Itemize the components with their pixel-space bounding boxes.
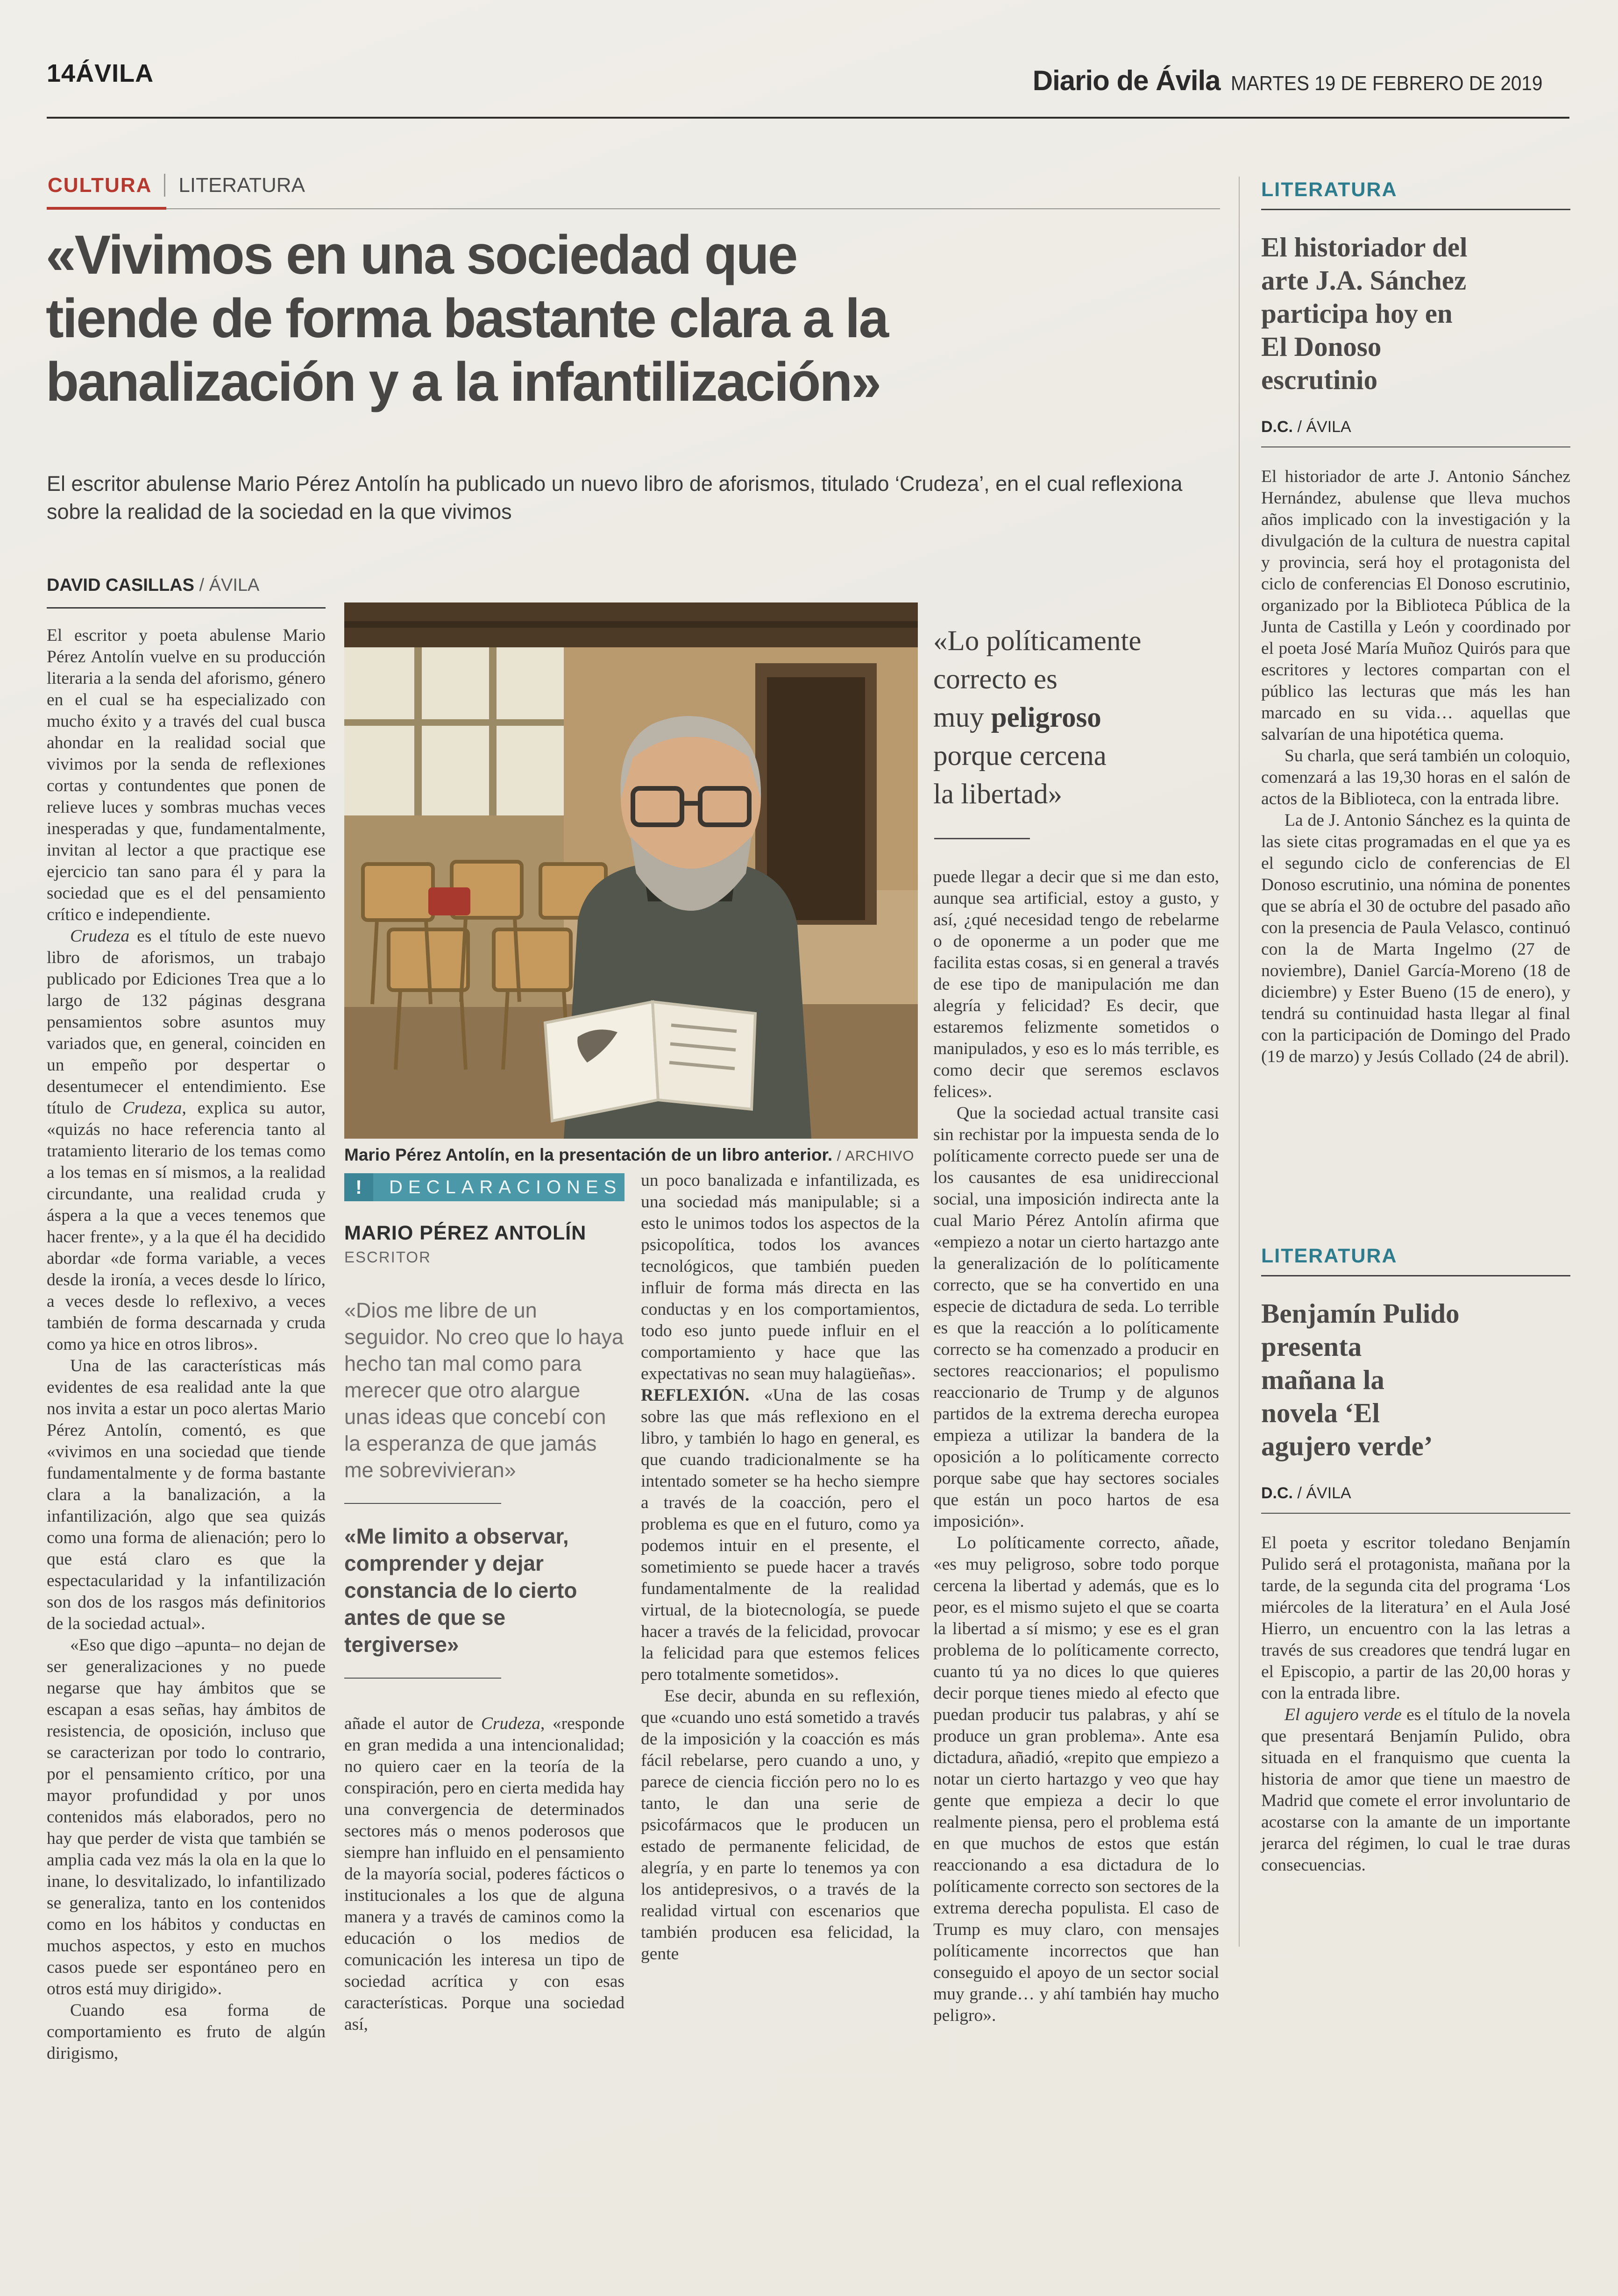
body-column-3 [641,1170,920,1965]
sidebar-2-body [1261,1532,1570,1876]
pull-quote: «Lo políticamente correcto es muy peligroso porque cercena la libertad» [933,625,1142,810]
subheadline: El escritor abulense Mario Pérez Antolín ha publicado un nuevo libro de aforismos, titulado ‘Crudeza’, en el cual reflexiona sobre la realidad de la sociedad en la que vivimos [47,472,1183,524]
paragraph: Su charla, que será también un coloquio, comenzará a las 19,30 horas en el salón de actos de la Biblioteca, con la entrada libre. [1261,746,1570,808]
paragraph: El agujero verde es el título de la novela que presentará Benjamín Pulido, obra situada en el franquismo que cuenta la historia de amor que tiene un maestro de Madrid que comete el error involuntario de acostarse con la amante de un importante jerarca del régimen, lo cual le trae duras consecuencias. [1261,1705,1570,1875]
body-column-2 [344,1713,624,2035]
declaration-quote-1: «Dios me libre de un seguidor. No creo que lo haya hecho tan mal como para merecer que otro alargue unas ideas que concebí con la esperanza de que jamás me sobrevivieran» [344,1298,624,1482]
sidebar-1-byline-rule [1261,446,1570,447]
paragraph: Una de las características más evidentes de esa realidad ante la que nos invita a estar un poco alertas Mario Pérez Antolín, comentó, es que «vivimos en una sociedad que tiende fundamentalmente y de forma bastante clara a la banalización, a la infantilización, algo que sea quizás como una forma de alienación; pero lo que está claro es que la espectacularidad y la infantilización son dos de los rasgos más definitorios de la sociedad actual». [47,1356,326,1633]
sidebar-divider [1239,177,1240,1947]
paragraph: Que la sociedad actual transite casi sin rechistar por la impuesta senda de lo políticamente correcto puede ser una de los causantes de esa unidireccional social, una imposición indirecta ante la cual Mario Pérez Antolín afirma que «empiezo a notar un cierto hartazgo ante la generalización de lo políticamente correcto, que se ha convertido en una especie de dictadura de seda. Lo terrible es que la reacción a lo políticamente correcto se ha comenzado a producir en sectores reaccionarios; el populismo reaccionario de Trump y de algunos partidos de la extrema derecha europea empieza a utilizar la bandera de la oposición a lo políticamente correcto porque sabe que hay sectores sociales que están un poco hartos de esa imposición». [933,1104,1219,1531]
sidebar-2-byline-rule [1261,1513,1570,1514]
body-column-4-text [933,866,1219,2027]
photo-credit: / ARCHIVO [832,1148,915,1164]
header-rule [47,117,1569,119]
paragraph: El historiador de arte J. Antonio Sánchez Hernández, abulense que lleva muchos años implicado con la investigación y la divulgación de la cultura de nuestra capital y provincia, será hoy el protagonista del ciclo de conferencias El Donoso escrutinio, organizado por la Biblioteca Pública de la Junta de Castilla y León y coordinado por el poeta José María Muñoz Quirós para que escritores y lectores compartan con el público las lecturas que más les han marcado en su vida… aquellas que salvarían de una hipotética quema. [1261,467,1570,744]
edition-date: MARTES 19 DE FEBRERO DE 2019 [1230,72,1542,95]
pull-quote-rule [934,838,1030,839]
article-photo [344,602,918,1139]
kicker-rule-accent [47,207,166,210]
byline-rule [47,607,326,609]
paragraph: Lo políticamente correcto, añade, «es muy peligroso, sobre todo porque cercena la libertad y además, que es lo peor, es el mismo sujeto el que se coarta la libertad a sí mismo; y ese es el gran problema de lo políticamente correcto, cuanto tú ya no dices lo que quieres decir porque tienes miedo al efecto que puedan producir tus palabras, y ahí se produce un gran problema». Ante esa dictadura, añadió, «repito que empiezo a notar un cierto hartazgo y veo que hay gente que empieza a decir lo que realmente piensa, pero el problema está en que muchos de estos que están reaccionando a esa dictadura de lo políticamente correcto son sectores de la extrema derecha populista. El caso de Trump es muy claro, con mensajes políticamente incorrectos que han conseguido el apoyo de un sector social muy grande… y ahí también hay mucho peligro». [933,1533,1219,2025]
paragraph: puede llegar a decir que si me dan esto, aunque sea artificial, estoy a gusto, y así, ¿qué necesidad tengo de rebelarme o de oponerme a un poder que me facilita estas cosas, si en general a través de ese tipo de manipulación me dan alegría y felicidad? Es decir, que estaremos felizmente sometidos o manipulados, y eso es lo más terrible, es como decir que seremos esclavos felices». [933,867,1219,1101]
kicker-section: CULTURA [48,174,152,197]
page-section-label: ÁVILA [76,59,154,87]
page-number-section [47,59,154,88]
paragraph: El escritor y poeta abulense Mario Pérez Antolín vuelve en su producción literaria a la senda del aforismo, género en el cual se ha especializado con mucho éxito y a través del cual busca ahondar en la realidad social que vivimos por la senda de reflexiones cortas y contundentes que ponen de relieve luces y sombras muchas veces inesperadas y que, fundamentalmente, invitan al lector a que practique ese ejercicio tan sano para él y para la sociedad que es el del pensamiento crítico e independiente. [47,626,326,924]
sidebar-article-1 [1261,178,1570,1068]
paragraph: Crudeza es el título de este nuevo libro de aforismos, un trabajo publicado por Ediciones Trea que a lo largo de 132 páginas desgrana pensamientos sobre asuntos muy variados que, en general, coinciden en un empeño por despertar o desentumecer el entendimiento. Ese título de Crudeza, explica su autor, «quizás no hace referencia tanto al tratamiento literario de los temas como a los temas en sí mismos, a la realidad circundante, una realidad cruda y áspera a la que a veces tenemos que hacer frente», y a la que él ha decidido abordar «de forma variable, a veces desde la ironía, a veces desde lo lírico, a veces desde lo reflexivo, a veces también de forma descarnada y cruda como ya hice en otros libros». [47,927,326,1354]
sidebar-2-byline-author: D.C. [1261,1484,1293,1502]
byline-author: DAVID CASILLAS [47,575,194,595]
quote-divider-2 [344,1678,501,1679]
kicker-subsection: LITERATURA [164,174,305,197]
sidebar-2-title: Benjamín Pulido presenta mañana la novela ‘El agujero verde’ [1261,1298,1460,1461]
section-kicker [48,174,305,197]
sidebar-1-byline [1261,418,1570,436]
sidebar-2-kicker-rule [1261,1275,1570,1276]
sidebar-1-byline-author: D.C. [1261,418,1293,436]
declarations-label: DECLARACIONES [389,1176,622,1198]
declarations-column [344,1173,624,2035]
paragraph: un poco banalizada e infantilizada, es una sociedad más manipulable; si a esto le unimos todos los aspectos de la psicopolítica, todos los avances tecnológicos, que también pueden influir de forma más directa en las conductas y en los comportamientos, todo eso junto puede influir en el comportamiento y hace que las expectativas no sean muy halagüeñas». [641,1171,920,1383]
photo-illustration [344,602,918,1139]
sidebar-1-kicker-rule [1261,209,1570,210]
paragraph: Ese decir, abunda en su reflexión, que «cuando uno está sometido a través de la imposición y la coacción es más fácil rebelarse, pero cuando a uno, y parece de ciencia ficción pero no lo es tanto, le dan una serie de psicofármacos que le producen un estado de permanente felicidad, de alegría, y en parte lo tenemos ya con los antidepresivos, o a través de la realidad virtual con escenarios que también producen esa felicidad, la gente [641,1687,920,1963]
sidebar-2-kicker: LITERATURA [1261,1245,1398,1267]
paragraph: Cuando esa forma de comportamiento es fruto de algún dirigismo, [47,2001,326,2063]
paragraph: «Eso que digo –apunta– no dejan de ser generalizaciones y no puede negarse que hay ámbitos que se escapan a esas señas, hay ámbitos de resistencia, de oposición, incluso que se caracterizan por todo lo contrario, por el pensamiento crítico, por una mayor profundidad y por unos contenidos más elaborados, pero no hay que perder de vista que también se amplia cada vez más la ola en la que lo inane, lo desvitalizado, lo infantilizado se generaliza, tanto en los contenidos como en los hábitos y conductas en muchos aspectos, y esto en muchos casos puede ser espontáneo pero en otros está muy dirigido». [47,1636,326,1998]
paragraph: añade el autor de Crudeza, «responde en gran medida a una intencionalidad; no quiero caer en la teoría de la conspiración, pero en cierta medida hay una convergencia de determinados sectores más o menos poderosos que siempre han influido en el pensamiento de la mayoría social, poderes fácticos o institucionales a los que de alguna manera y a través de caminos como la educación o los medios de comunicación les interesa un tipo de sociedad acrítica y con esas características. Porque una sociedad así, [344,1714,624,2034]
window-area [344,647,564,815]
declaration-quote-2: «Me limito a observar, comprender y dejar constancia de lo cierto antes de que se tergiverse» [344,1524,577,1657]
sidebar-2-byline-location: / ÁVILA [1293,1484,1351,1502]
sidebar-1-body [1261,466,1570,1068]
masthead [1033,64,1569,97]
newspaper-name: Diario de Ávila [1032,65,1221,96]
sidebar-2-byline [1261,1484,1570,1502]
quote-speaker-role: ESCRITOR [344,1248,431,1266]
paragraph: El poeta y escritor toledano Benjamín Pulido será el protagonista, mañana por la tarde, de la segunda cita del programa ‘Los miércoles de la literatura’ en el Aula José Hierro, un encuentro con la las letras a través de sus creadores que tendrá lugar en el Episcopio, a partir de las 20,00 horas y con la entrada libre. [1261,1533,1570,1703]
main-headline: «Vivimos en una sociedad que tiende de forma bastante clara a la banalización y a la infantilización» [46,224,888,413]
body-column-4 [933,622,1219,2027]
page-number: 14 [47,59,76,87]
photo-caption [344,1145,923,1165]
quote-divider-1 [344,1503,501,1504]
paragraph: REFLEXIÓN. «Una de las cosas sobre las que más reflexiono en el libro, y también lo hago en general, es que cuando tradicionalmente se ha intentado someter se ha hecho siempre a través de la coacción, pero el problema es que en el futuro, como ya podemos intuir en el presente, el sometimiento se puede hacer a través fundamentalmente de la realidad virtual, de la biotecnología, se puede hacer a través de la felicidad, provocar la felicidad para que estemos felices pero totalmente sometidos». [641,1386,920,1684]
sidebar-1-byline-location: / ÁVILA [1293,418,1351,436]
caption-text: Mario Pérez Antolín, en la presentación de un libro anterior. [344,1145,833,1164]
sidebar-article-2 [1261,1245,1570,1876]
sidebar-1-kicker: LITERATURA [1261,178,1398,201]
body-column-1 [47,625,326,2064]
byline-location: / ÁVILA [194,575,260,595]
byline [47,575,259,595]
sidebar-1-title: El historiador del arte J.A. Sánchez participa hoy en El Donoso escrutinio [1261,232,1468,395]
quote-speaker: MARIO PÉREZ ANTOLÍN [344,1222,587,1244]
exclamation-icon: ! [344,1173,373,1201]
declarations-bar [344,1173,624,1201]
kicker-rule [47,208,1220,209]
red-bag [428,887,470,915]
paragraph: La de J. Antonio Sánchez es la quinta de las siete citas programadas en el que ya es el segundo ciclo de conferencias de El Donoso escrutinio, una nómina de ponentes que se abría el 30 de octubre del pasado año con la presencia de Paula Velasco, continuó con la de Marta Ingelmo (27 de noviembre), Daniel García-Moreno (18 de diciembre) y Ester Bueno (15 de enero), y tendrá su continuidad hasta llegar al final con la participación de Domingo del Prado (19 de marzo) y Jesús Collado (24 de abril). [1261,811,1570,1066]
